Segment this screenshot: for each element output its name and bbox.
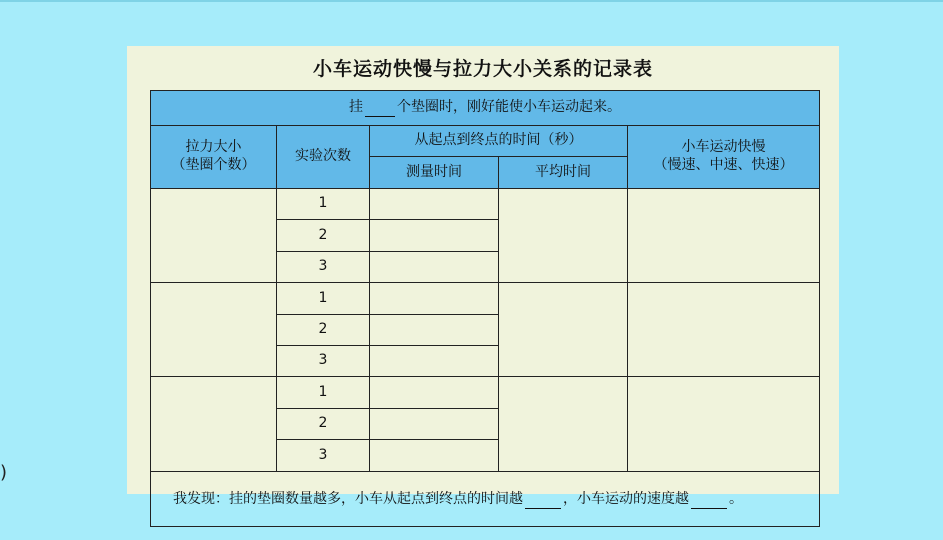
- trial-number: 1: [277, 188, 370, 219]
- measured-time-cell[interactable]: [370, 188, 499, 219]
- measured-time-cell[interactable]: [370, 283, 499, 314]
- measured-time-cell[interactable]: [370, 314, 499, 345]
- average-time-cell-group-3[interactable]: [499, 377, 628, 471]
- record-card: [127, 46, 839, 508]
- force-cell-group-3[interactable]: [151, 377, 277, 471]
- header-time-group: 从起点到终点的时间（秒）: [370, 125, 628, 156]
- finding-part2: ，小车运动的速度越: [563, 491, 689, 508]
- average-time-cell-group-2[interactable]: [499, 283, 628, 377]
- banner-cell: [151, 91, 820, 126]
- header-row-1: [151, 125, 820, 156]
- header-force-line1: 拉力大小: [185, 139, 242, 156]
- time-answer-blank[interactable]: [525, 494, 561, 509]
- finding-part1: 我发现：挂的垫圈数量越多，小车从起点到终点的时间越: [173, 491, 523, 508]
- speed-cell-group-3[interactable]: [628, 377, 820, 471]
- trial-number: 2: [277, 314, 370, 345]
- banner-row: [151, 91, 820, 126]
- header-average: 平均时间: [499, 157, 628, 188]
- washer-count-blank[interactable]: [365, 102, 395, 117]
- finding-part3: 。: [729, 491, 743, 508]
- speed-answer-blank[interactable]: [691, 494, 727, 509]
- table-row: [151, 283, 820, 314]
- banner-before: 挂: [349, 99, 364, 116]
- measured-time-cell[interactable]: [370, 440, 499, 471]
- top-border-line: [0, 0, 943, 2]
- trial-number: 2: [277, 220, 370, 251]
- header-speed-line1: 小车运动快慢: [681, 139, 766, 156]
- measured-time-cell[interactable]: [370, 408, 499, 439]
- trial-number: 3: [277, 440, 370, 471]
- header-force-line2: （垫圈个数）: [171, 156, 256, 173]
- measured-time-cell[interactable]: [370, 377, 499, 408]
- header-speed-line2: （慢速、中速、快速）: [653, 156, 794, 173]
- force-cell-group-2[interactable]: [151, 283, 277, 377]
- measured-time-cell[interactable]: [370, 220, 499, 251]
- force-cell-group-1[interactable]: [151, 188, 277, 282]
- header-force: [151, 125, 277, 188]
- table-row: [151, 377, 820, 408]
- finding-row: [151, 471, 820, 526]
- edge-paren: ): [0, 462, 8, 483]
- header-speed: [628, 125, 820, 188]
- trial-number: 1: [277, 377, 370, 408]
- speed-cell-group-1[interactable]: [628, 188, 820, 282]
- finding-cell: [151, 471, 820, 526]
- speed-cell-group-2[interactable]: [628, 283, 820, 377]
- average-time-cell-group-1[interactable]: [499, 188, 628, 282]
- trial-number: 3: [277, 346, 370, 377]
- header-trial: 实验次数: [277, 125, 370, 188]
- trial-number: 1: [277, 283, 370, 314]
- measured-time-cell[interactable]: [370, 346, 499, 377]
- trial-number: 2: [277, 408, 370, 439]
- trial-number: 3: [277, 251, 370, 282]
- banner-after: 个垫圈时，刚好能使小车运动起来。: [397, 99, 622, 116]
- measured-time-cell[interactable]: [370, 251, 499, 282]
- header-measured: 测量时间: [370, 157, 499, 188]
- record-table: [150, 90, 820, 527]
- table-row: [151, 188, 820, 219]
- page-title: 小车运动快慢与拉力大小关系的记录表: [312, 58, 653, 80]
